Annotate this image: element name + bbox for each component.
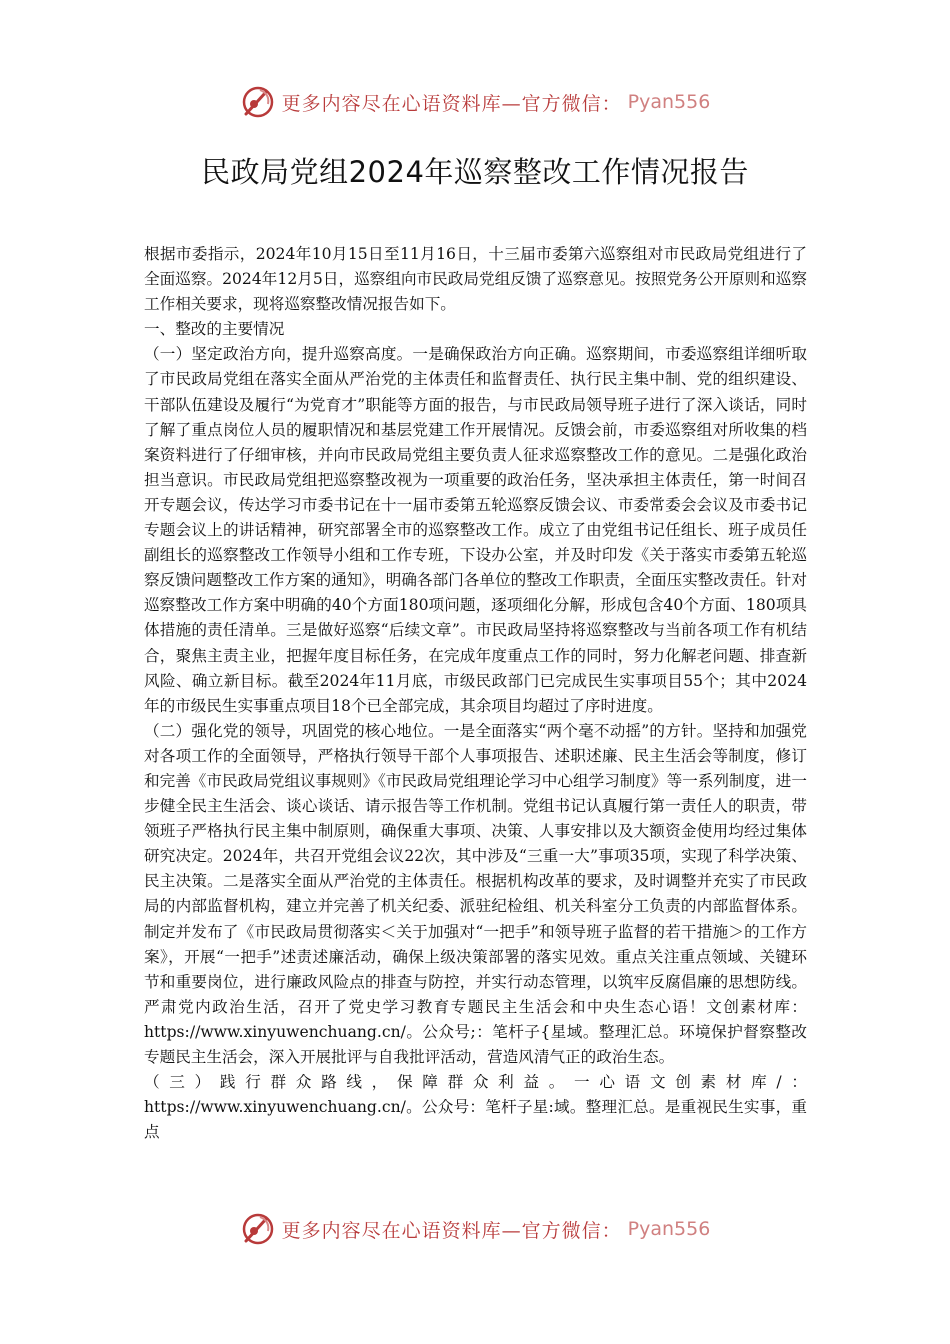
paragraph-party-leadership: （二）强化党的领导，巩固党的核心地位。一是全面落实“两个毫不动摇”的方针。坚持和加强党对各项工作的全面领导，严格执行领导干部个人事项报告、述职述廉、民主生活会等制度，修订和完善《市民政局党组议事规则》《市民政局党组理论学习中心组学习制度》等一系列制度，进一步健全民主生活会、谈心谈话、请示报告等工作机制。党组书记认真履行第一责任人的职责，带领班子严格执行民主集中制原则，确保重大事项、决策、人事安排以及大额资金使用均经过集体研究决定。2024年，共召开党组会议22次，其中涉及“三重一大”事项35项，实现了科学决策、民主决策。二是落实全面从严治党的主体责任。根据机构改革的要求，及时调整并充实了市民政局的内部监督机构，建立并完善了机关纪委、派驻纪检组、机关科室分工负责的内部监督体系。制定并发布了《市民政局贯彻落实＜关于加强对“一把手”和领导班子监督的若干措施＞的工作方案》，开展“一把手”述责述廉活动，确保上级决策部署的落实见效。重点关注重点领域、关键环节和重要岗位，进行廉政风险点的排查与防控，并实行动态管理，以筑牢反腐倡廉的思想防线。严肃党内政治生活，召开了党史学习教育专题民主生活会和中央生态心语！文创素材库：https://www.xinyuwenchuang.cn/。公众号;：笔杆子{星域。整理汇总。环境保护督察整改专题民主生活会，深入开展批评与自我批评活动，营造风清气正的政治生态。	[144, 721, 807, 1066]
watermark-banner-top	[0, 82, 950, 122]
paragraph-intro: 根据市委指示，2024年10月15日至11月16日，十三届市委第六巡察组对市民政局党组进行了全面巡察。2024年12月5日，巡察组向市民政局党组反馈了巡察意见。按照党务公开原则和巡察工作相关要求，现将巡察整改情况报告如下。	[144, 245, 807, 314]
logo-icon	[240, 1211, 276, 1247]
document-body	[144, 242, 807, 1145]
document-title: 民政局党组2024年巡察整改工作情况报告	[201, 155, 749, 189]
watermark-text: 更多内容尽在心语资料库—官方微信：	[281, 92, 622, 115]
watermark-text: 更多内容尽在心语资料库—官方微信：	[281, 1219, 622, 1242]
section-heading: 一、整改的主要情况	[144, 320, 285, 339]
logo-icon	[240, 84, 276, 120]
watermark-wechat: Pyan556	[627, 1218, 711, 1240]
watermark-banner-bottom	[0, 1209, 950, 1249]
watermark-wechat: Pyan556	[627, 91, 711, 113]
paragraph-mass-line: （三）践行群众路线，保障群众利益。一心语文创素材库/：https://www.xinyuwenchuang.cn/。公众号：笔杆子星:域。整理汇总。是重视民生实事，重点	[144, 1073, 807, 1142]
paragraph-political-direction: （一）坚定政治方向，提升巡察高度。一是确保政治方向正确。巡察期间，市委巡察组详细听取了市民政局党组在落实全面从严治党的主体责任和监督责任、执行民主集中制、党的组织建设、干部队伍建设及履行“为党育才”职能等方面的报告，与市民政局领导班子进行了深入谈话，同时了解了重点岗位人员的履职情况和基层党建工作开展情况。反馈会前，市委巡察组对所收集的档案资料进行了仔细审核，并向市民政局党组主要负责人征求巡察整改工作的意见。二是强化政治担当意识。市民政局党组把巡察整改视为一项重要的政治任务，坚决承担主体责任，第一时间召开专题会议，传达学习市委书记在十一届市委第五轮巡察反馈会议、市委常委会会议及市委书记专题会议上的讲话精神，研究部署全市的巡察整改工作。成立了由党组书记任组长、班子成员任副组长的巡察整改工作领导小组和工作专班，下设办公室，并及时印发《关于落实市委第五轮巡察反馈问题整改工作方案的通知》，明确各部门各单位的整改工作职责，全面压实整改责任。针对巡察整改工作方案中明确的40个方面180项问题，逐项细化分解，形成包含40个方面、180项具体措施的责任清单。三是做好巡察“后续文章”。市民政局坚持将巡察整改与当前各项工作有机结合，聚焦主责主业，把握年度目标任务，在完成年度重点工作的同时，努力化解老问题、排查新风险、确立新目标。截至2024年11月底，市级民政部门已完成民生实事项目55个；其中2024年的市级民生实事重点项目18个已全部完成，其余项目均超过了序时进度。	[144, 345, 807, 715]
